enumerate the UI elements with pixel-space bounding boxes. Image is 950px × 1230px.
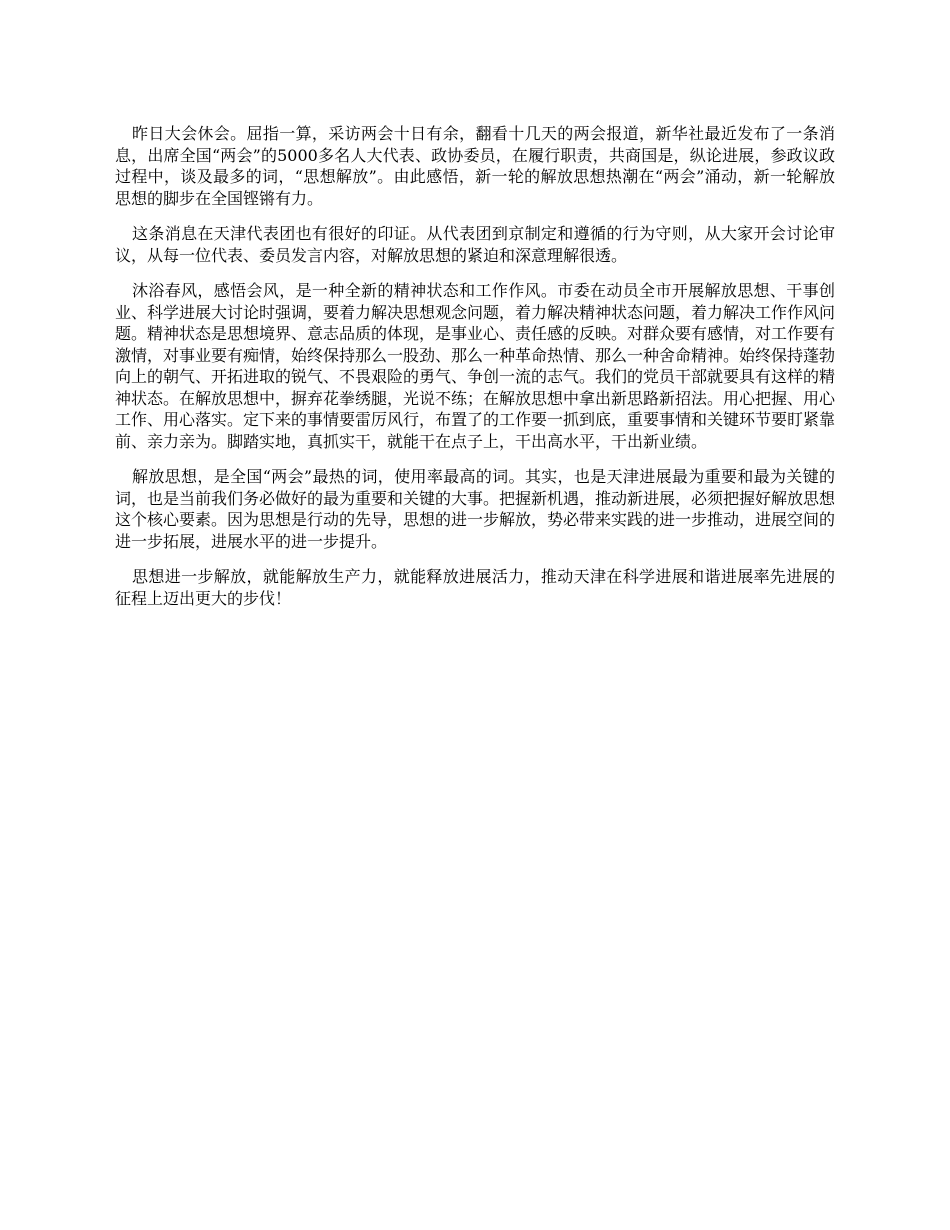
paragraph-4: 解放思想，是全国“两会”最热的词，使用率最高的词。其实，也是天津进展最为重要和最为关键的词，也是当前我们务必做好的最为重要和关键的大事。把握新机遇，推动新进展，必须把握好解放思想这个核心要素。因为思想是行动的先导，思想的进一步解放，势必带来实践的进一步推动，进展空间的进一步拓展，进展水平的进一步提升。	[115, 467, 836, 551]
paragraph-3: 沐浴春风，感悟会风，是一种全新的精神状态和工作作风。市委在动员全市开展解放思想、干事创业、科学进展大讨论时强调，要着力解决思想观念问题，着力解决精神状态问题，着力解决工作作风问题。精神状态是思想境界、意志品质的体现，是事业心、责任感的反映。对群众要有感情，对工作要有激情，对事业要有痴情，始终保持那么一股劲、那么一种革命热情、那么一种舍命精神。始终保持蓬勃向上的朝气、开拓进取的锐气、不畏艰险的勇气、争创一流的志气。我们的党员干部就要具有这样的精神状态。在解放思想中，摒弃花拳绣腿，光说不练；在解放思想中拿出新思路新招法。用心把握、用心工作、用心落实。定下来的事情要雷厉风行，布置了的工作要一抓到底，重要事情和关键环节要盯紧靠前、亲力亲为。脚踏实地，真抓实干，就能干在点子上，干出高水平，干出新业绩。	[115, 281, 836, 451]
paragraph-1: 昨日大会休会。屈指一算，采访两会十日有余，翻看十几天的两会报道，新华社最近发布了一条消息，出席全国“两会”的5000多名人大代表、政协委员，在履行职责，共商国是，纵论进展，参政议政过程中，谈及最多的词，“思想解放”。由此感悟，新一轮的解放思想热潮在“两会”涌动，新一轮解放思想的脚步在全国铿锵有力。	[115, 124, 835, 208]
paragraph-5: 思想进一步解放，就能解放生产力，就能释放进展活力，推动天津在科学进展和谐进展率先进展的征程上迈出更大的步伐！	[115, 567, 835, 608]
paragraph-2: 这条消息在天津代表团也有很好的印证。从代表团到京制定和遵循的行为守则，从大家开会讨论审议，从每一位代表、委员发言内容，对解放思想的紧迫和深意理解很透。	[115, 224, 835, 265]
document-body	[115, 123, 835, 623]
